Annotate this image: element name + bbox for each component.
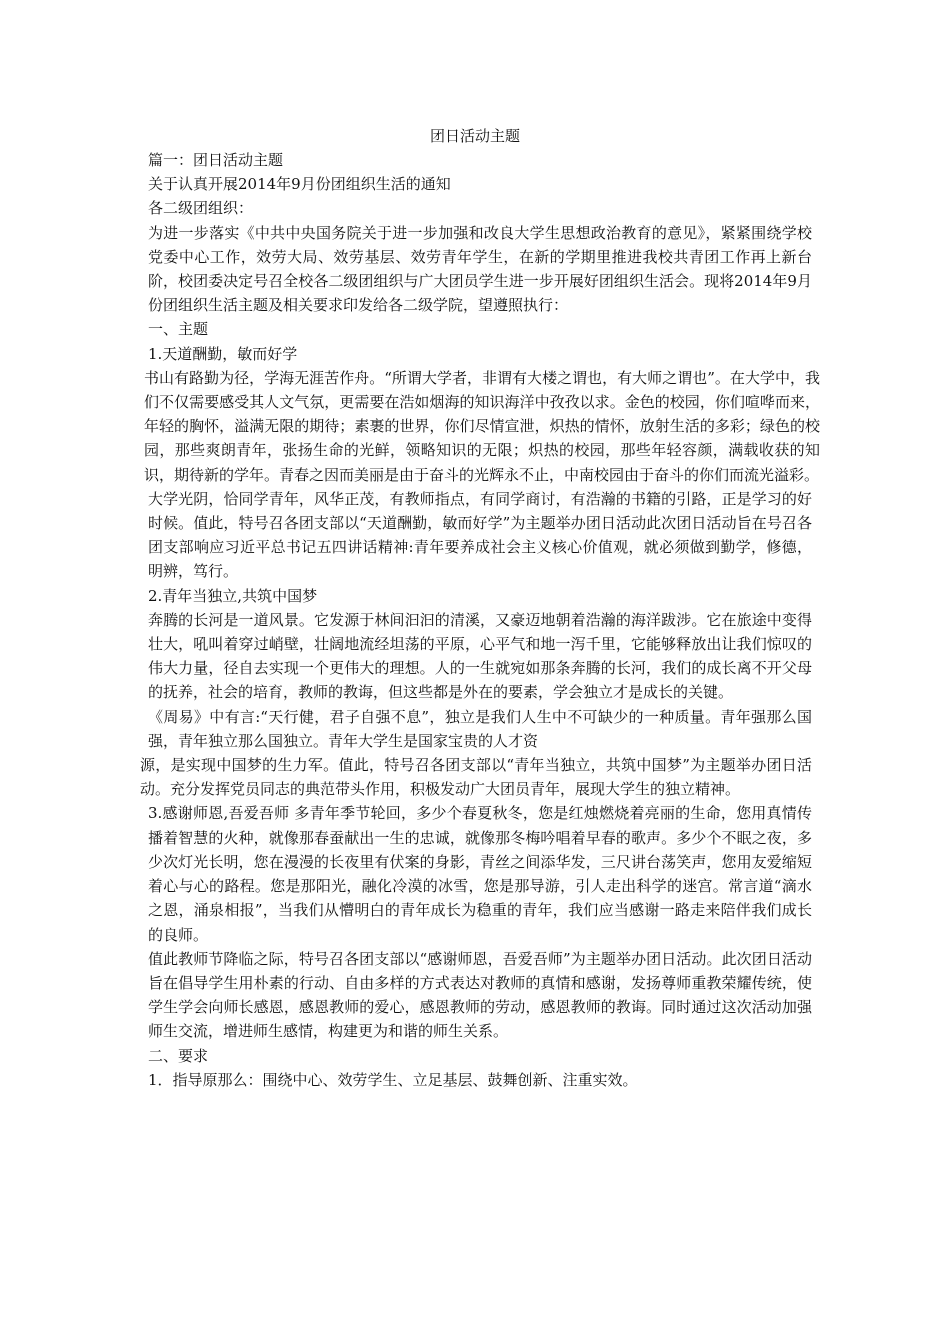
paragraph-theme-1-body: 书山有路勤为径，学海无涯苦作舟。“所谓大学者，非谓有大楼之谓也，有大师之谓也”。在大学中，我们不仅需要感受其人文气氛，更需要在浩如烟海的知识海洋中孜孜以求。金色的校园，你们喧哗而来，年轻的胸怀，溢满无限的期待；素裹的世界，你们尽情宣泄，炽热的情怀，放射生活的多彩；绿色的校园，那些爽朗青年，张扬生命的光鲜，领略知识的无限；炽热的校园，那些年轻容颜，满载收获的知识，期待新的学年。青春之因而美丽是由于奋斗的光辉永不止，中南校园由于奋斗的你们而流光溢彩。 bbox=[144, 368, 820, 484]
paragraph-theme-3-body: 3.感谢师恩,吾爱吾师 多青年季节轮回，多少个春夏秋冬，您是红烛燃烧着亮丽的生命，您用真情传播着智慧的火种，就像那春蚕献出一生的忠诚，就像那冬梅吟唱着早春的歌声。多少个不眠之夜，多少次灯光长明，您在漫漫的长夜里有伏案的身影，青丝之间添华发，三尺讲台荡笑声，您用友爱缩短着心与心的路程。您是那阳光，融化冷漠的冰雪，您是那导游，引人走出科学的迷宫。常言道“滴水之恩，涌泉相报”，当我们从懵明白的青年成长为稳重的青年，我们应当感谢一路走来陪伴我们成长的良师。 bbox=[148, 804, 812, 944]
heading-theme-1: 1.天道酬勤，敏而好学 bbox=[148, 344, 298, 363]
heading-requirements: 二、要求 bbox=[148, 1046, 209, 1065]
paragraph-theme-1-call: 大学光阴，恰同学青年，风华正茂，有教师指点，有同学商讨，有浩瀚的书籍的引路，正是学习的好时候。值此，特号召各团支部以“天道酬勤，敏而好学”为主题举办团日活动此次团日活动旨在号召各团支部响应习近平总书记五四讲话精神:青年要养成社会主义核心价值观，就必须做到勤学，修德，明辨，笃行。 bbox=[148, 489, 812, 581]
paragraph-theme-2-call: 源，是实现中国梦的生力军。值此，特号召各团支部以“青年当独立，共筑中国梦”为主题举办团日活动。充分发挥党员同志的典范带头作用，积极发动广大团员青年，展现大学生的独立精神。 bbox=[140, 756, 812, 799]
paragraph-theme-2-body: 奔腾的长河是一道风景。它发源于林间汩汩的清溪，又豪迈地朝着浩瀚的海洋跋涉。它在旅途中变得壮大，吼叫着穿过峭壁，壮阔地流经坦荡的平原，心平气和地一泻千里，它能够释放出让我们惊叹的伟大力量，径自去实现一个更伟大的理想。人的一生就宛如那条奔腾的长河，我们的成长离不开父母的抚养，社会的培育，教师的教诲，但这些都是外在的要素，学会独立才是成长的关键。 bbox=[148, 610, 812, 702]
paragraph-notice-title: 关于认真开展2014年9月份团组织生活的通知 bbox=[148, 175, 451, 194]
document-title: 团日活动主题 bbox=[429, 127, 520, 145]
paragraph-theme-3-call: 值此教师节降临之际，特号召各团支部以“感谢师恩，吾爱吾师”为主题举办团日活动。此次团日活动旨在倡导学生用朴素的行动、自由多样的方式表达对教师的真情和感谢，发扬尊师重教荣耀传统，使学生学会向师长感恩，感恩教师的爱心，感恩教师的劳动，感恩教师的教诲。同时通过这次活动加强师生交流，增进师生感情，构建更为和谐的师生关系。 bbox=[148, 949, 812, 1041]
heading-theme-2: 2.青年当独立,共筑中国梦 bbox=[148, 586, 318, 605]
heading-theme: 一、主题 bbox=[148, 320, 209, 339]
paragraph-requirement-1: 1．指导原那么：围绕中心、效劳学生、立足基层、鼓舞创新、注重实效。 bbox=[148, 1070, 638, 1089]
paragraph-section-heading: 篇一：团日活动主题 bbox=[148, 151, 284, 169]
paragraph-addressee: 各二级团组织： bbox=[148, 199, 254, 218]
paragraph-theme-2-quote: 《周易》中有言:“天行健，君子自强不息”，独立是我们人生中不可缺少的一种质量。青年强那么国强，青年独立那么国独立。青年大学生是国家宝贵的人才资 bbox=[148, 707, 812, 750]
paragraph-intro: 为进一步落实《中共中央国务院关于进一步加强和改良大学生思想政治教育的意见》，紧紧围绕学校党委中心工作，效劳大局、效劳基层、效劳青年学生，在新的学期里推进我校共青团工作再上新台阶，校团委决定号召全校各二级团组织与广大团员学生进一步开展好团组织生活会。现将2014年9月份团组织生活主题及相关要求印发给各二级学院，望遵照执行： bbox=[148, 223, 812, 315]
document-body bbox=[140, 148, 820, 1092]
